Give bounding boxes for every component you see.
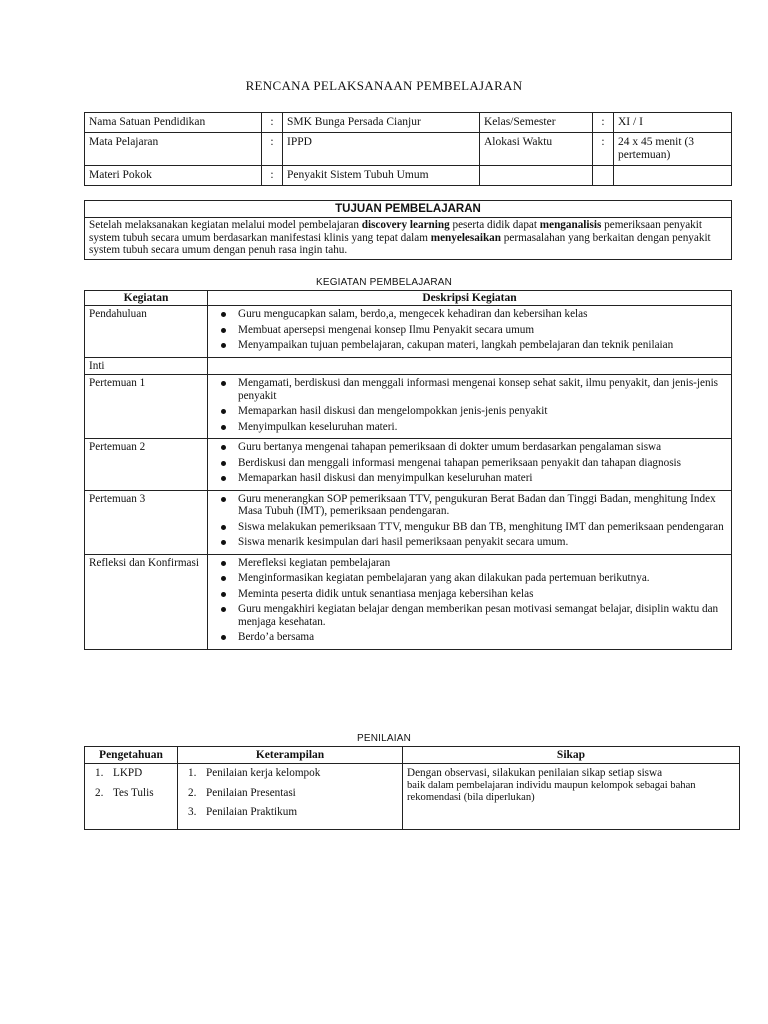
activity-row (85, 439, 732, 491)
activities-section-title: KEGIATAN PEMBELAJARAN (315, 277, 453, 288)
activity-list (212, 441, 727, 485)
knowledge-item-text: Tes Tulis (113, 786, 154, 799)
activity-item: Berdiskusi dan menggali informasi mengenai tahapan pemeriksaan penyakit dan tahapan diagnosis (238, 457, 727, 470)
identity-table (84, 112, 732, 186)
objective-box (84, 200, 732, 260)
assessment-col-attitude: Sikap (403, 747, 740, 764)
identity-value-2 (614, 166, 732, 186)
identity-separator: : (262, 166, 283, 186)
activity-row (85, 306, 732, 358)
activity-item: Berdo’a bersama (238, 631, 727, 644)
identity-label-2 (480, 166, 593, 186)
activity-row (85, 554, 732, 649)
activity-name: Inti (85, 357, 208, 375)
skills-item-number: 1. (188, 767, 197, 779)
objective-heading: TUJUAN PEMBELAJARAN (85, 201, 732, 218)
identity-value-2: XI / I (614, 113, 732, 133)
identity-value-2: 24 x 45 menit (3 pertemuan) (614, 133, 732, 166)
knowledge-item-number: 1. (95, 767, 104, 779)
skills-item (188, 767, 398, 780)
activity-item: Memaparkan hasil diskusi dan menyimpulkan keseluruhan materi (238, 472, 727, 485)
skills-list (182, 767, 398, 819)
activity-item: Guru mengakhiri kegiatan belajar dengan memberikan pesan motivasi semangat belajar, disiplin waktu dan menjaga kesehatan. (238, 603, 727, 628)
identity-label: Nama Satuan Pendidikan (85, 113, 262, 133)
activity-item: Siswa melakukan pemeriksaan TTV, mengukur BB dan TB, menghitung IMT dan pemeriksaan pendengaran (238, 521, 727, 534)
identity-separator: : (262, 133, 283, 166)
assessment-table (84, 746, 740, 830)
attitude-line-2: baik dalam pembelajaran individu maupun kelompok sebagai bahan rekomendasi (bila diperlukan) (407, 779, 696, 803)
objective-text: Setelah melaksanakan kegiatan melalui model pembelajaran discovery learning peserta didik dapat menganalisis pemeriksaan penyakit system tubuh secara umum berdasarkan manifestasi klinis yang tepat dalam menyelesaikan permasalahan yang berkaitan dengan penyakit system tubuh secara umum dengan penuh rasa ingin tahu. (85, 218, 732, 260)
activity-description (208, 357, 732, 375)
page-title: RENCANA PELAKSANAAN PEMBELAJARAN (245, 78, 523, 93)
activity-row (85, 357, 732, 375)
identity-label-2: Kelas/Semester (480, 113, 593, 133)
skills-item (188, 787, 398, 800)
identity-label: Materi Pokok (85, 166, 262, 186)
activity-description (208, 490, 732, 554)
skills-item-text: Penilaian Presentasi (206, 786, 296, 799)
activity-description (208, 554, 732, 649)
identity-label-2: Alokasi Waktu (480, 133, 593, 166)
activity-item: Menginformasikan kegiatan pembelajaran yang akan dilakukan pada pertemuan berikutnya. (238, 572, 727, 585)
identity-label: Mata Pelajaran (85, 133, 262, 166)
activity-item: Guru mengucapkan salam, berdo,a, mengecek kehadiran dan kebersihan kelas (238, 308, 727, 321)
activity-description (208, 306, 732, 358)
identity-row (85, 166, 732, 186)
skills-item-text: Penilaian kerja kelompok (206, 767, 321, 779)
activity-item: Guru menerangkan SOP pemeriksaan TTV, pengukuran Berat Badan dan Tinggi Badan, menghitung Index Masa Tubuh (IMT), pemeriksaan pendengaran. (238, 493, 727, 518)
skills-item-text: Penilaian Praktikum (206, 806, 298, 818)
identity-separator-2: : (593, 113, 614, 133)
identity-separator-2: : (593, 133, 614, 166)
activity-item: Siswa menarik kesimpulan dari hasil pemeriksaan penyakit secara umum. (238, 536, 727, 549)
knowledge-item (95, 767, 173, 780)
activity-item: Mengamati, berdiskusi dan menggali informasi mengenai konsep sehat sakit, ilmu penyakit, dan jenis-jenis penyakit (238, 377, 727, 402)
activity-item: Merefleksi kegiatan pembelajaran (238, 557, 727, 570)
skills-item (188, 806, 398, 819)
skills-item-number: 2. (188, 786, 197, 799)
activity-description (208, 439, 732, 491)
assessment-section-title: PENILAIAN (356, 733, 412, 744)
activity-item: Membuat apersepsi mengenai konsep Ilmu Penyakit secara umum (238, 324, 727, 337)
attitude-cell (403, 764, 740, 830)
assessment-col-skills: Keterampilan (178, 747, 403, 764)
activity-item: Memaparkan hasil diskusi dan mengelompokkan jenis-jenis penyakit (238, 405, 727, 418)
knowledge-cell (85, 764, 178, 830)
activity-description (208, 375, 732, 439)
identity-separator: : (262, 113, 283, 133)
knowledge-item-number: 2. (95, 786, 104, 799)
identity-separator-2 (593, 166, 614, 186)
assessment-col-knowledge: Pengetahuan (85, 747, 178, 764)
activity-name: Refleksi dan Konfirmasi (85, 554, 208, 649)
activity-name: Pertemuan 2 (85, 439, 208, 491)
activities-col-activity: Kegiatan (85, 291, 208, 306)
activity-name: Pertemuan 3 (85, 490, 208, 554)
knowledge-item (95, 787, 173, 800)
activity-item: Guru bertanya mengenai tahapan pemeriksaan di dokter umum berdasarkan pengalaman siswa (238, 441, 727, 454)
activity-list (212, 557, 727, 644)
activity-row (85, 375, 732, 439)
activity-item: Meminta peserta didik untuk senantiasa menjaga kebersihan kelas (238, 588, 727, 601)
activity-list (212, 493, 727, 549)
activity-list (212, 377, 727, 433)
activities-table (84, 290, 732, 650)
attitude-line-1: Dengan observasi, silakukan penilaian sikap setiap siswa (407, 767, 663, 779)
skills-item-number: 3. (188, 806, 197, 818)
activity-name: Pertemuan 1 (85, 375, 208, 439)
identity-value: Penyakit Sistem Tubuh Umum (283, 166, 480, 186)
activity-row (85, 490, 732, 554)
skills-cell (178, 764, 403, 830)
activities-col-description: Deskripsi Kegiatan (208, 291, 732, 306)
activity-item: Menyampaikan tujuan pembelajaran, cakupan materi, langkah pembelajaran dan teknik penilaian (238, 339, 727, 352)
knowledge-item-text: LKPD (113, 767, 143, 779)
activity-item: Menyimpulkan keseluruhan materi. (238, 421, 727, 434)
activity-list (212, 308, 727, 352)
identity-value: SMK Bunga Persada Cianjur (283, 113, 480, 133)
identity-row (85, 133, 732, 166)
identity-row (85, 113, 732, 133)
activity-name: Pendahuluan (85, 306, 208, 358)
knowledge-list (89, 767, 173, 799)
identity-value: IPPD (283, 133, 480, 166)
